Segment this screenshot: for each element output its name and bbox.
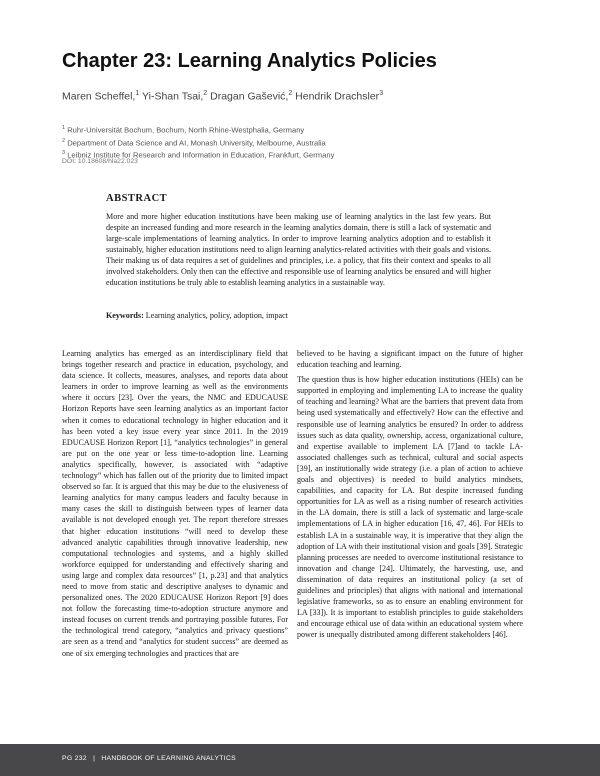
body-column-right	[297, 348, 523, 644]
keywords-label: Keywords:	[106, 311, 144, 320]
footer-separator: |	[93, 755, 96, 762]
author-name: Dragan Gašević,	[210, 90, 289, 103]
keywords-text: Learning analytics, policy, adoption, impact	[145, 311, 288, 320]
affiliation-marker: 1	[62, 125, 66, 131]
affiliation-marker: 2	[62, 137, 66, 144]
abstract-heading: ABSTRACT	[106, 193, 168, 204]
page-number: PG 232	[62, 755, 87, 762]
chapter-title: Chapter 23: Learning Analytics Policies	[62, 50, 437, 72]
abstract-body	[106, 211, 491, 288]
body-paragraph: The question thus is how higher education institutions (HEIs) can be supported in employing and implementing LA to increase the quality of teaching and learning? What are the barriers that prevent data from being used systematically and effectively? How can the effective and responsible use of learning analytics be ensured? In order to address issues such as data quality, ownership, access, organizational culture, and expertise available to implement LA [7]and to tackle LA-associated challenges such as technical, cultural and social aspects [39], an institutionally wide strategy (i.e. a plan of action to achieve goals and objectives) is needed to build analytics mindsets, capabilities, and capacity for LA. But despite increased funding opportunities for LA as well as a rising number of research activities in the LA domain, there is still a lack of systematic and large-scale implementations of LA in higher education [16, 47, 46]. For HEIs to establish LA in a sustainable way, it is imperative that they align the adoption of LA with their institutional vision and goals [39]. Strategic planning processes are needed to overcome institutional resistance to innovation and change [24]. Ultimately, the harvesting, use, and dissemination of data requires an institutional policy (a set of guidelines and principles) that aligns with national and international legislative frameworks, so as to ensure an enabling environment for LA [33]). It is important to establish principles to guide stakeholders and encourage ethical use of data within an educational system where power is unequally distributed among different stakeholders [46].	[297, 375, 523, 640]
affiliation	[62, 123, 334, 136]
body-paragraph: believed to be having a significant impact on the future of higher education teaching and learning.	[297, 349, 523, 370]
author-name: Maren Scheffel,	[62, 90, 136, 103]
body-paragraph: Learning analytics has emerged as an interdisciplinary field that brings together research and practice in education, psychology, and data science. It collects, measures, analyses, and reports data about learners in order to improve learning as well as the environments where it occurs [23]. Over the years, the NMC and EDUCAUSE Horizon Reports have seen learning analytics as an important factor when it comes to educational technology in higher education and it has been voted a key issue every year since 2011. In the 2019 EDUCAUSE Horizon Report [1], “analytics technologies” in general are put on the one year or less time-to-adoption line. Learning analytics specifically, however, is associated with “adaptive technology” which has fallen out of the priority due to limited impact observed so far. It is argued that this may be due to the elusiveness of learning analytics for many campus leaders and faculty because in many cases the skill to distinguish between types of learner data available is not developed enough yet. The report therefore stresses that higher education institutions “will need to develop these advanced analytic capabilities through innovative leadership, new computational technologies and systems, and a highly skilled workforce equipped for understanding and effectively sharing and using large and complex data resources” [1, p.23] and that analytics need to move from static and descriptive analyses to dynamic and personalized ones. The 2020 EDUCAUSE Horizon Report [9] does not follow the forecasting time-to-adoption structure anymore and instead focuses on current trends and portraying possible futures. For the technological trend category, “analytics and privacy questions” are seen as a trend and “analytics for student success” are deemed as one of six emerging technologies and practices that are	[62, 349, 288, 658]
book-title: HANDBOOK OF LEARNING ANALYTICS	[101, 755, 236, 762]
author-list	[62, 90, 383, 103]
affiliation-text: Leibniz Institute for Research and Information in Education, Frankfurt, Germany	[67, 150, 335, 160]
body-column-left	[62, 348, 288, 663]
abstract-text: More and more higher education institutions have been making use of learning analytics in the last few years. But despite an increased funding and more research in the learning analytics domain, there is still a lack of systematic and large-scale implementations of learning analytics. In order to improve learning analytics adoption and to establish it sustainably, higher education institutions need to align learning analytics-related activities with their goals and visions. Their making us of data requires a set of guidelines and principles, i.e. a policy, that fits their context and speaks to all involved stakeholders. Only then can the effective and responsible use of learning analytics be ensured and will higher education institutions be truly able to establish learning analytics in a sustainable way.	[106, 212, 491, 287]
page-footer	[0, 744, 600, 776]
author-affiliation-marker: 2	[203, 90, 208, 97]
author-affiliation-marker: 2	[288, 90, 293, 97]
author-affiliation-marker: 1	[135, 90, 140, 97]
doi: DOI: 10.18608/hla22.023	[62, 158, 138, 165]
affiliation-text: Department of Data Science and AI, Monash University, Melbourne, Australia	[67, 138, 326, 148]
author-affiliation-marker: 3	[379, 90, 384, 97]
affiliation-list	[62, 123, 334, 161]
keywords-line	[106, 311, 288, 320]
author-name: Yi-Shan Tsai,	[142, 90, 204, 103]
affiliation	[62, 136, 334, 149]
affiliation-marker: 3	[62, 150, 66, 157]
footer-text	[62, 755, 236, 762]
author-name: Hendrik Drachsler	[295, 90, 380, 103]
affiliation-text: Ruhr-Universität Bochum, Bochum, North Rhine-Westphalia, Germany	[67, 125, 305, 135]
